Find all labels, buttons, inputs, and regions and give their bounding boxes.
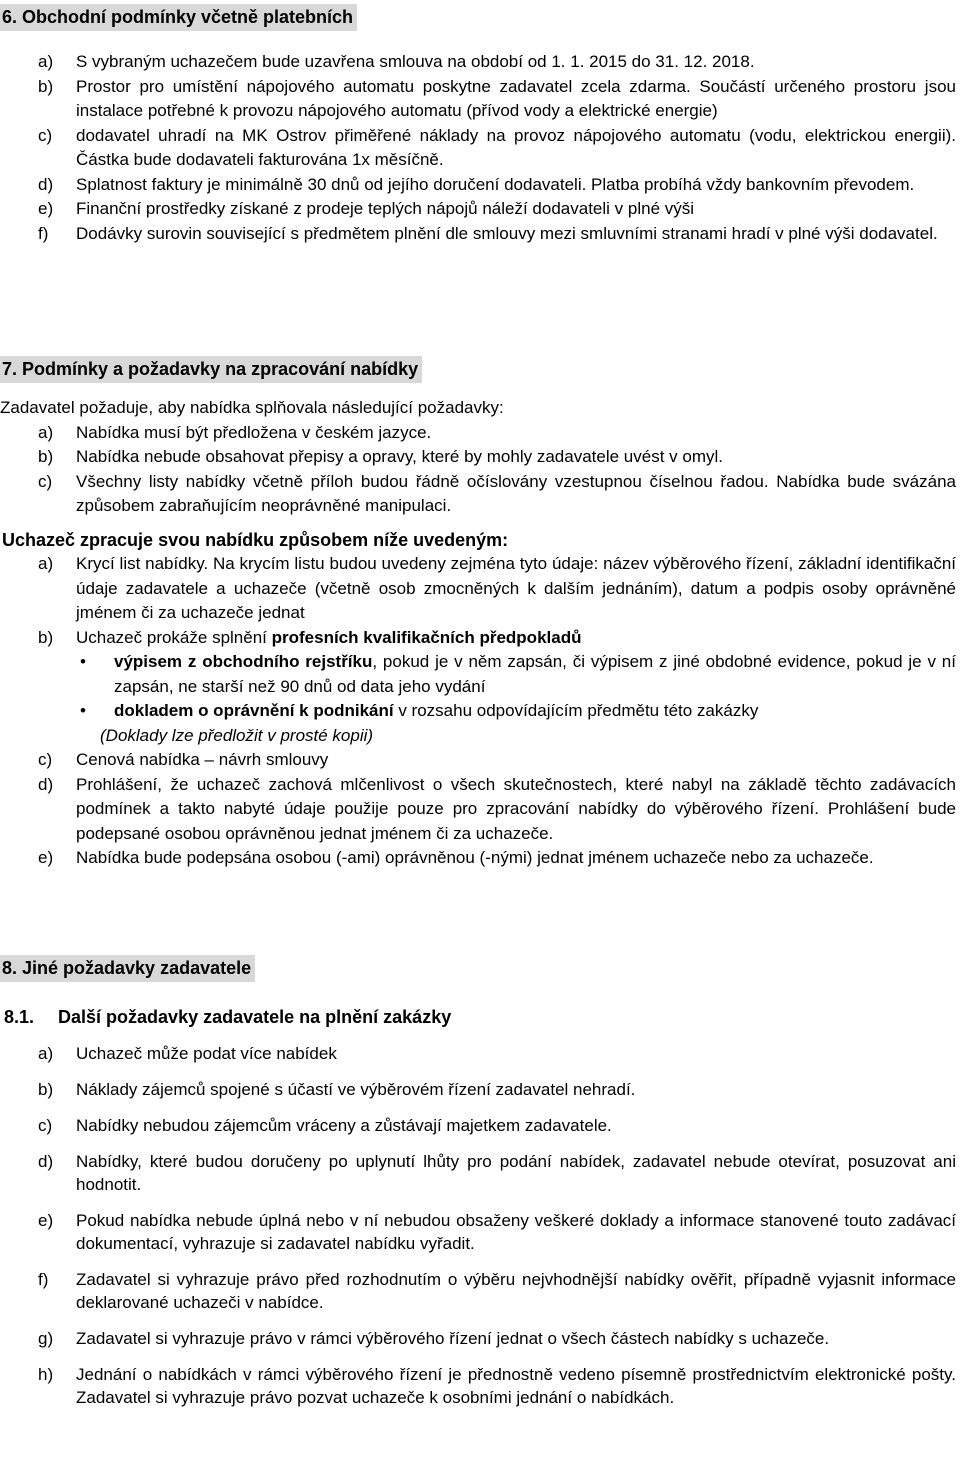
bullet-text: v rozsahu odpovídajícím předmětu této zakázky — [393, 701, 759, 720]
list-item — [0, 552, 956, 626]
item-text: Zadavatel si vyhrazuje právo v rámci výběrového řízení jednat o všech částech nabídky s uchazeče. — [76, 1329, 830, 1348]
item-label: h) — [38, 1365, 54, 1384]
item-label: c) — [38, 750, 53, 769]
item-label: b) — [38, 1080, 54, 1099]
item-text: Krycí list nabídky. Na krycím listu budou uvedeny zejména tyto údaje: název výběrového řízení, základní identifikační údaje zadavatele a uchazeče (včetně osob zmocněných k dalším jednáním), datum a podpis osoby oprávněné jménem či za uchazeče jednat — [76, 554, 956, 622]
bullet-item — [0, 699, 956, 724]
section-7-heading: 7. Podmínky a požadavky na zpracování nabídky — [0, 356, 422, 383]
item-text: Prostor pro umístění nápojového automatu poskytne zadavatel zcela zdarma. Součástí určeného prostoru jsou instalace potřebné k provozu nápojového automatu (přívod vody a elektrické energie) — [76, 76, 956, 120]
item-label: e) — [38, 1211, 54, 1230]
item-label: d) — [38, 1152, 54, 1171]
item-text: Pokud nabídka nebude úplná nebo v ní nebudou obsaženy veškeré doklady a informace stanovené touto zadávací dokumentací, vyhrazuje si zadavatel nabídku vyřadit. — [76, 1211, 956, 1253]
item-text: S vybraným uchazečem bude uzavřena smlouva na období od 1. 1. 2015 do 31. 12. 2018. — [76, 52, 755, 71]
item-label: c) — [38, 125, 53, 145]
item-label: f) — [38, 223, 49, 243]
item-text: Nabídky nebudou zájemcům vráceny a zůstávají majetkem zadavatele. — [76, 1116, 612, 1135]
preparation-heading: Uchazeč zpracuje svou nabídku způsobem níže uvedeným: — [2, 530, 509, 550]
item-text: Nabídka bude podepsána osobou (-ami) oprávněnou (-nými) jednat jménem uchazeče nebo za uchazeče. — [76, 848, 874, 867]
list-item — [0, 1150, 956, 1196]
item-text: dodavatel uhradí na MK Ostrov přiměřené náklady na provoz nápojového automatu (vodu, elektrickou energii). Částka bude dodavateli fakturována 1x měsíčně. — [76, 125, 956, 169]
item-label: d) — [38, 774, 54, 794]
item-label: a) — [38, 422, 54, 442]
item-bold-text: profesních kvalifikačních předpokladů — [271, 627, 582, 647]
list-item — [0, 846, 956, 871]
section-8-1-heading — [2, 1004, 455, 1031]
list-item — [0, 470, 956, 519]
item-text: Uchazeč prokáže splnění — [76, 627, 272, 647]
item-text: Zadavatel si vyhrazuje právo před rozhodnutím o výběru nejvhodnější nabídky ověřit, případně vyjasnit informace deklarované uchazeči v nabídce. — [76, 1270, 956, 1312]
bullet-text: , pokud je v něm zapsán, či výpisem z jiné obdobné evidence, pokud je v ní zapsán, ne starší než 90 dnů od data jeho vydání — [114, 652, 956, 696]
item-text: Nabídka nebude obsahovat přepisy a opravy, které by mohly zadavatele uvést v omyl. — [76, 447, 723, 466]
item-label: b) — [38, 76, 54, 96]
item-label: b) — [38, 627, 54, 647]
preparation-list — [0, 552, 956, 871]
list-item — [0, 50, 956, 75]
list-item — [0, 773, 956, 847]
list-item — [0, 124, 956, 173]
item-label: a) — [38, 554, 54, 573]
bullet-item — [0, 650, 956, 699]
list-item — [0, 626, 956, 651]
subsection-number: 8.1. — [4, 1007, 35, 1027]
list-item — [0, 1209, 956, 1255]
bullet-bold-text: dokladem o oprávnění k podnikání — [114, 701, 394, 720]
section-8-heading: 8. Jiné požadavky zadavatele — [0, 955, 255, 982]
item-label: a) — [38, 52, 54, 71]
bullet-bold-text: výpisem z obchodního rejstříku — [114, 652, 373, 671]
item-text: Uchazeč může podat více nabídek — [76, 1044, 337, 1063]
item-label: c) — [38, 471, 53, 491]
list-item — [0, 1268, 956, 1314]
copy-note: (Doklady lze předložit v prosté kopii) — [100, 725, 374, 745]
item-label: c) — [38, 1116, 53, 1135]
list-item — [0, 173, 956, 198]
bullet-icon: • — [80, 701, 86, 720]
bullet-icon: • — [80, 652, 86, 671]
section-6-heading: 6. Obchodní podmínky včetně platebních — [0, 4, 357, 31]
list-item — [0, 1363, 956, 1409]
item-text: Dodávky surovin související s předmětem plnění dle smlouvy mezi smluvními stranami hradí v plné výši dodavatel. — [76, 223, 938, 243]
subsection-title: Další požadavky zadavatele na plnění zakázky — [58, 1007, 452, 1027]
list-item — [0, 1042, 956, 1065]
item-text: Prohlášení, že uchazeč zachová mlčenlivost o všech skutečnostech, které nabyl na základě těchto zadávacích podmínek a takto nabyté údaje použije pouze pro zpracování nabídky do výběrového řízení. Prohlášení bude podepsané osobou oprávněnou jednat jménem či za uchazeče. — [76, 774, 956, 843]
list-item — [0, 421, 956, 446]
item-text: Jednání o nabídkách v rámci výběrového řízení je přednostně vedeno písemně prostřednictvím elektronické pošty. Zadavatel si vyhrazuje právo pozvat uchazeče k osobními jednání o nabídkách. — [76, 1365, 956, 1407]
item-label: b) — [38, 447, 54, 466]
list-item — [0, 197, 956, 222]
list-item — [0, 222, 956, 247]
item-text: Nabídka musí být předložena v českém jazyce. — [76, 422, 432, 442]
item-text: Všechny listy nabídky včetně příloh budou řádně očíslovány vzestupnou číselnou řadou. Nabídka bude svázána způsobem zabraňujícím neoprávněné manipulaci. — [76, 471, 956, 515]
list-item — [0, 445, 956, 470]
item-label: f) — [38, 1270, 49, 1289]
list-item — [0, 1327, 956, 1350]
item-text: Finanční prostředky získané z prodeje teplých nápojů náleží dodavateli v plné výši — [76, 199, 695, 218]
item-label: g) — [38, 1329, 54, 1348]
item-text: Nabídky, které budou doručeny po uplynutí lhůty pro podání nabídek, zadavatel nebude otevírat, posuzovat ani hodnotit. — [76, 1152, 956, 1194]
list-item — [0, 1114, 956, 1137]
list-item — [0, 1078, 956, 1101]
item-label: d) — [38, 174, 54, 194]
section-6-list — [0, 50, 956, 246]
section-7-list — [0, 396, 956, 519]
item-label: e) — [38, 199, 54, 218]
item-label: e) — [38, 848, 54, 867]
list-item — [0, 748, 956, 773]
section-7-intro: Zadavatel požaduje, aby nabídka splňovala následující požadavky: — [0, 398, 504, 417]
item-text: Cenová nabídka – návrh smlouvy — [76, 750, 329, 769]
item-text: Splatnost faktury je minimálně 30 dnů od jejího doručení dodavateli. Platba probíhá vždy bankovním převodem. — [76, 174, 915, 194]
section-8-list — [0, 1042, 956, 1422]
item-label: a) — [38, 1044, 54, 1063]
item-text: Náklady zájemců spojené s účastí ve výběrovém řízení zadavatel nehradí. — [76, 1080, 636, 1099]
list-item — [0, 75, 956, 124]
